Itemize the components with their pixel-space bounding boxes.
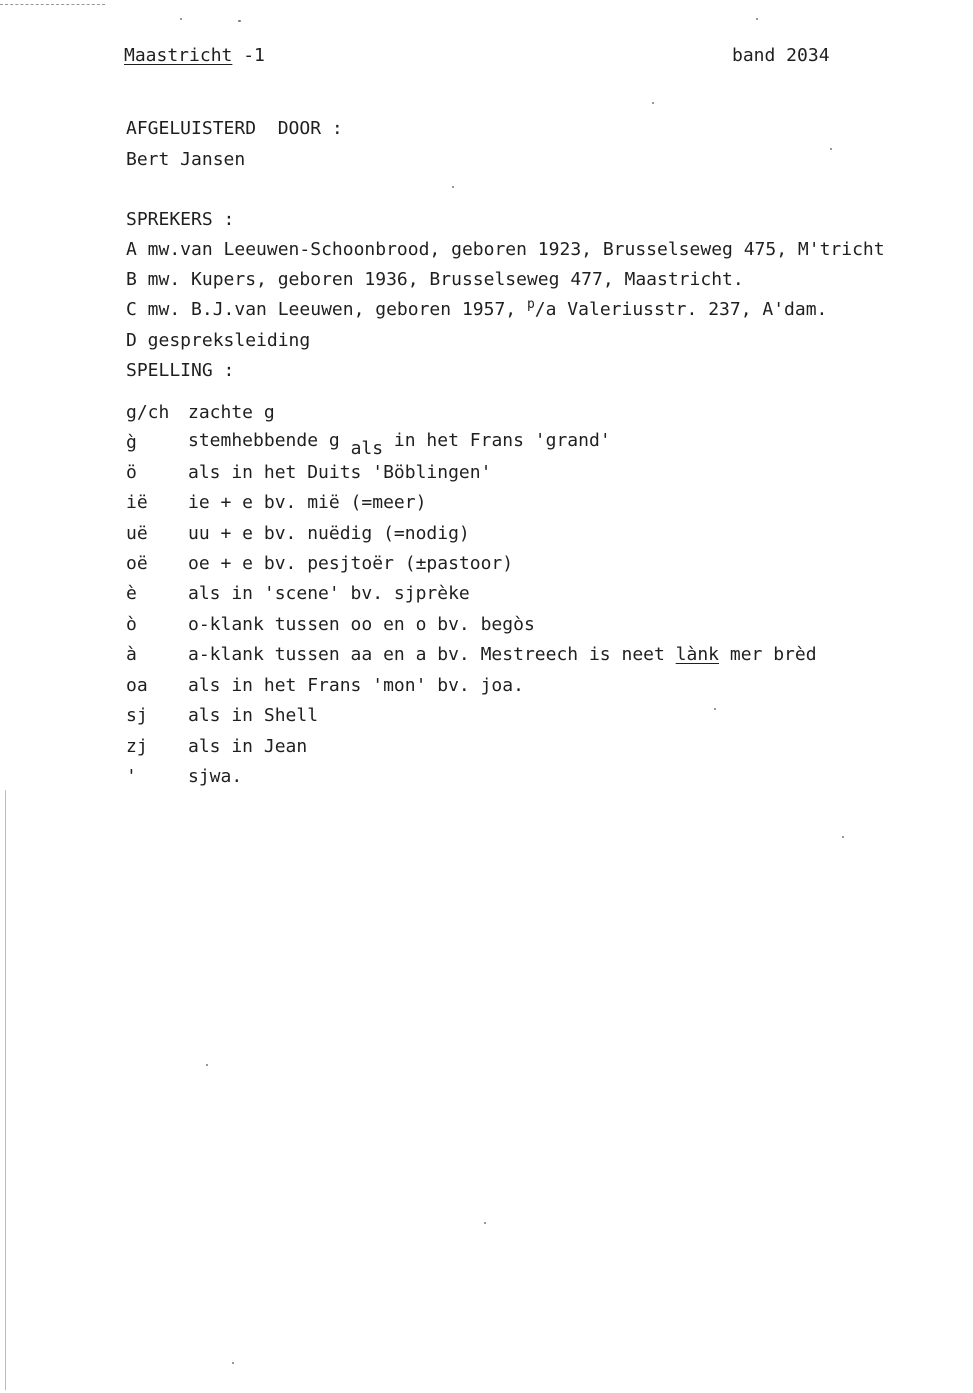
spelling-key: oa — [126, 675, 148, 696]
spelling-key: oë — [126, 553, 148, 574]
speaker-a: A mw.van Leeuwen-Schoonbrood, geboren 1923, Brusselseweg 475, M'tricht — [126, 239, 885, 260]
speaker-c-post: /a Valeriusstr. 237, A'dam. — [534, 299, 828, 320]
scan-speck — [484, 1222, 486, 1224]
scan-speck — [180, 18, 182, 20]
scan-speck — [830, 148, 832, 150]
spelling-key: g/ch — [126, 402, 170, 423]
spelling-desc: als in het Duits 'Böblingen' — [188, 462, 492, 483]
spelling-desc: als in Shell — [188, 705, 319, 726]
spelling-key: ö — [126, 462, 137, 483]
scan-margin-line — [5, 790, 6, 1390]
spelling-key: è — [126, 583, 137, 604]
spelling-desc-text: stemhebbende g — [188, 430, 351, 451]
spelling-desc-underlined: lànk — [675, 644, 720, 665]
scan-edge-mark — [0, 4, 105, 5]
spelling-desc — [188, 430, 611, 459]
scan-speck — [714, 708, 716, 710]
spelling-desc — [188, 646, 817, 664]
spelling-key: zj — [126, 736, 148, 757]
header-place: Maastricht — [124, 45, 233, 66]
listener-heading: AFGELUISTERD DOOR : — [126, 118, 343, 139]
spelling-key: ò — [126, 614, 137, 635]
spelling-desc-post: mer brèd — [719, 644, 817, 665]
spelling-heading: SPELLING : — [126, 360, 235, 381]
header-band: band 2034 — [732, 45, 830, 66]
scan-speck — [842, 836, 844, 838]
spelling-desc-post: in het Frans 'grand' — [383, 430, 611, 451]
spelling-desc: zachte g — [188, 402, 275, 423]
spelling-desc: als in Jean — [188, 736, 308, 757]
scan-speck — [238, 20, 241, 22]
spelling-desc: uu + e bv. nuëdig (=nodig) — [188, 523, 470, 544]
spelling-key: sj — [126, 705, 148, 726]
spelling-desc: ie + e bv. mië (=meer) — [188, 492, 427, 513]
spelling-desc: sjwa. — [188, 766, 243, 787]
scan-speck — [756, 18, 758, 20]
speaker-b: B mw. Kupers, geboren 1936, Brusselseweg 477, Maastricht. — [126, 269, 744, 290]
spelling-desc: o-klank tussen oo en o bv. begòs — [188, 614, 535, 635]
spelling-key: à — [126, 644, 137, 665]
header-left — [124, 47, 265, 65]
scan-speck — [652, 102, 654, 104]
spelling-desc: als in het Frans 'mon' bv. joa. — [188, 675, 524, 696]
scan-speck — [452, 186, 454, 188]
header-suffix: -1 — [232, 45, 265, 66]
scan-speck — [206, 1064, 208, 1066]
spelling-desc: als in 'scene' bv. sjprèke — [188, 583, 470, 604]
spelling-key: ië — [126, 492, 148, 513]
spelling-key: ' — [126, 766, 137, 787]
spelling-key: g̀ — [126, 432, 137, 453]
scan-speck — [232, 1362, 234, 1364]
speaker-c — [126, 297, 828, 320]
speaker-d: D gespreksleiding — [126, 330, 311, 351]
speaker-c-pre: C mw. B.J.van Leeuwen, geboren 1957, — [126, 299, 527, 320]
speaker-c-sup: p — [526, 297, 535, 312]
spelling-desc-sub: als — [350, 438, 384, 459]
listener-name: Bert Jansen — [126, 149, 246, 170]
spelling-desc: oe + e bv. pesjtoër (±pastoor) — [188, 553, 514, 574]
spelling-key: uë — [126, 523, 148, 544]
speakers-heading: SPREKERS : — [126, 209, 235, 230]
spelling-desc-text: a-klank tussen aa en a bv. Mestreech is neet — [188, 644, 676, 665]
